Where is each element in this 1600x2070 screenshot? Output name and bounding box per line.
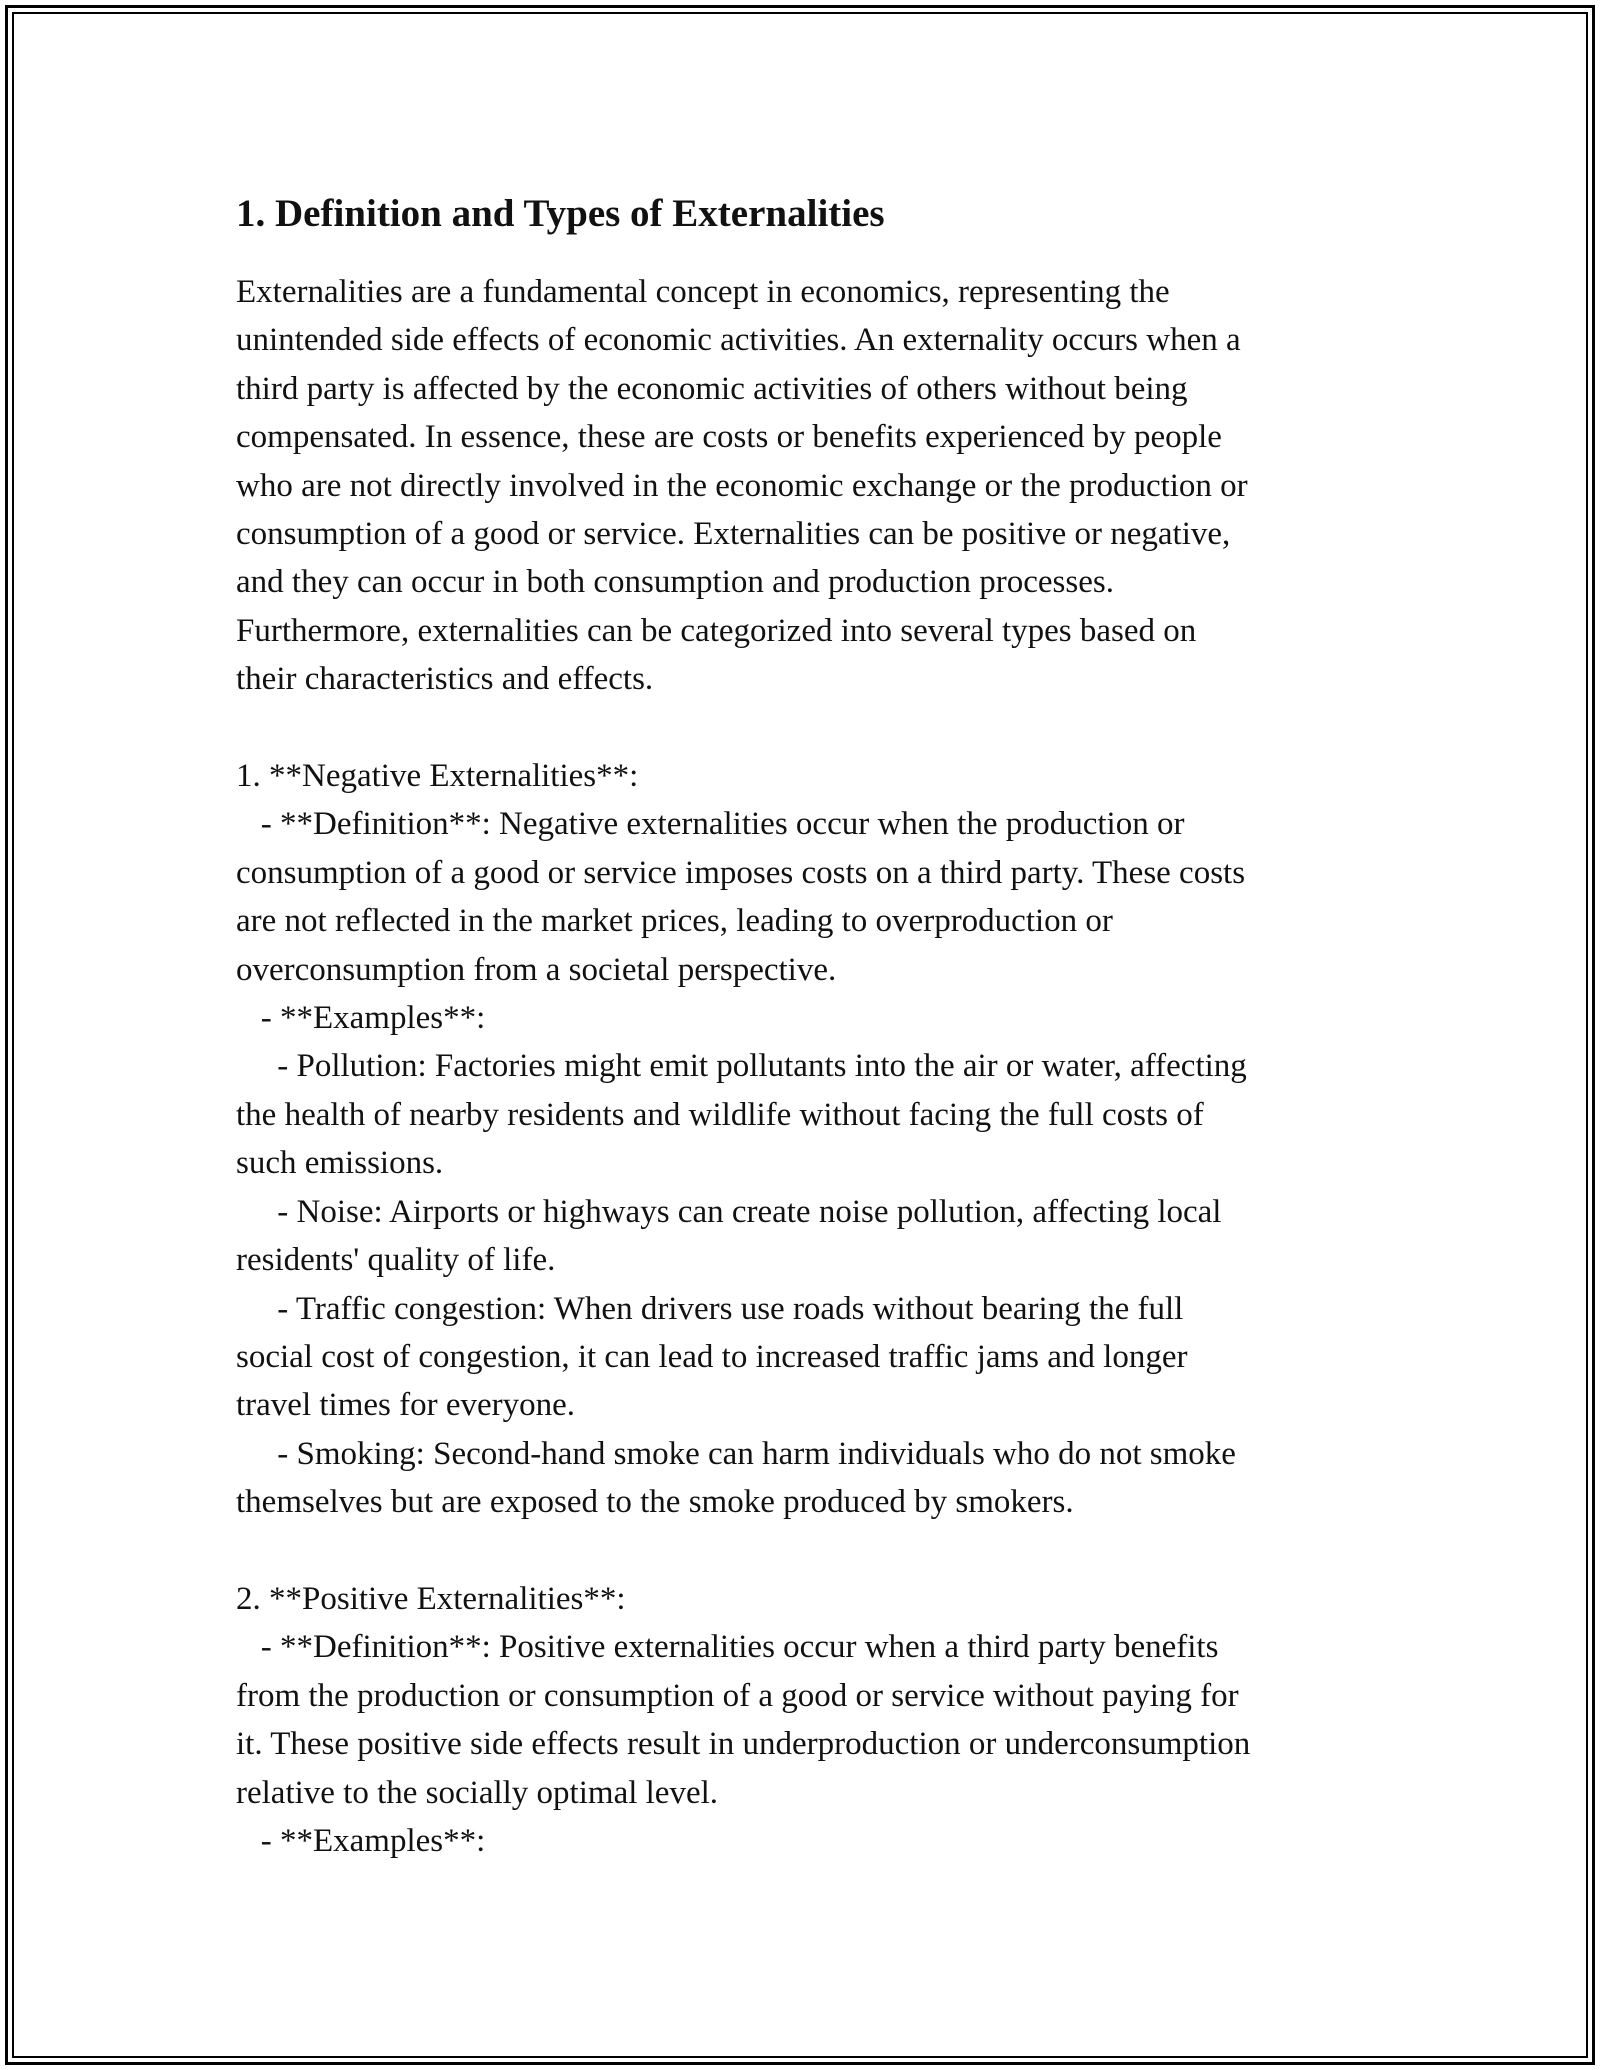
paragraph-gap [236,1527,1366,1575]
section-heading: 1. Definition and Types of Externalities [236,192,885,235]
paragraph-gap [236,704,1366,752]
document-body [236,186,1366,1865]
negative-externalities-section: 1. **Negative Externalities**: - **Definition**: Negative externalities occur when the production or consumption of a good or service imposes costs on a third party. These costs are not reflected in the market prices, leading to overproduction or overconsumption from a societal perspective. - **Examples**: - Pollution: Factories might emit pollutants into the air or water, affecting the health of nearby residents and wildlife without facing the full costs of such emissions. - Noise: Airports or highways can create noise pollution, affecting local residents' quality of life. - Traffic congestion: When drivers use roads without bearing the full social cost of congestion, it can lead to increased traffic jams and longer travel times for everyone. - Smoking: Second-hand smoke can harm individuals who do not smoke themselves but are exposed to the smoke produced by smokers. [236,758,1247,1521]
positive-externalities-section: 2. **Positive Externalities**: - **Definition**: Positive externalities occur when a third party benefits from the production or consumption of a good or service without paying for it. These positive side effects result in underproduction or underconsumption relative to the socially optimal level. - **Examples**: [236,1580,1251,1859]
intro-paragraph: Externalities are a fundamental concept in economics, representing the unintended side effects of economic activities. An externality occurs when a third party is affected by the economic activities of others without being compensated. In essence, these are costs or benefits experienced by people who are not directly involved in the economic exchange or the production or consumption of a good or service. Externalities can be positive or negative, and they can occur in both consumption and production processes. Furthermore, externalities can be categorized into several types based on their characteristics and effects. [236,274,1248,698]
